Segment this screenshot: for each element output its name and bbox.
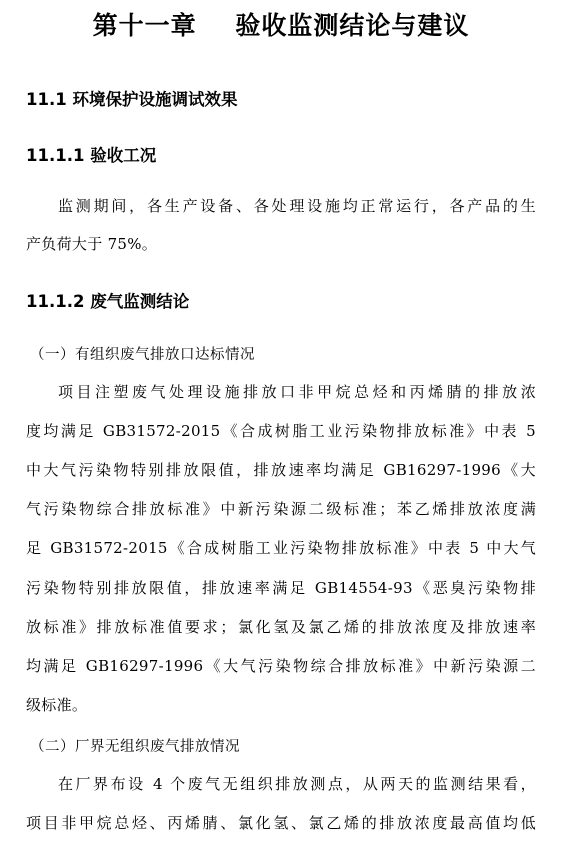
paragraph-line: 监测期间，各生产设备、各处理设施均正常运行，各产品的生: [58, 197, 536, 215]
paragraph-line: 在厂界布设 4 个废气无组织排放测点，从两天的监测结果看，: [58, 775, 536, 793]
paragraph-line: 污染物特别排放限值，排放速率满足 GB14554-93《恶臭污染物排: [26, 579, 536, 597]
paragraph-line: 中大气污染物特别排放限值，排放速率均满足 GB16297-1996《大: [26, 461, 536, 479]
paragraph-line: 级标准。: [26, 696, 88, 714]
subsection-heading-organized: （一）有组织废气排放口达标情况: [30, 347, 255, 363]
paragraph-line: 度均满足 GB31572-2015《合成树脂工业污染物排放标准》中表 5: [26, 422, 536, 440]
paragraph-line: 足 GB31572-2015《合成树脂工业污染物排放标准》中表 5 中大气: [26, 539, 536, 557]
section-heading-11-1: 11.1 环境保护设施调试效果: [26, 90, 238, 109]
paragraph-line: 均满足 GB16297-1996《大气污染物综合排放标准》中新污染源二: [26, 657, 536, 675]
paragraph-line: 产负荷大于 75%。: [26, 235, 158, 253]
chapter-title: 第十一章 验收监测结论与建议: [92, 11, 470, 40]
section-heading-11-1-2: 11.1.2 废气监测结论: [26, 292, 190, 311]
paragraph-line: 放标准》排放标准值要求；氯化氢及氯乙烯的排放浓度及排放速率: [26, 618, 536, 636]
paragraph-line: 项目非甲烷总烃、丙烯腈、氯化氢、氯乙烯的排放浓度最高值均低: [26, 814, 536, 832]
paragraph-line: 气污染物综合排放标准》中新污染源二级标准；苯乙烯排放浓度满: [26, 500, 536, 518]
subsection-heading-unorganized: （二）厂界无组织废气排放情况: [30, 739, 240, 755]
paragraph-line: 项目注塑废气处理设施排放口非甲烷总烃和丙烯腈的排放浓: [58, 383, 536, 401]
section-heading-11-1-1: 11.1.1 验收工况: [26, 146, 157, 165]
